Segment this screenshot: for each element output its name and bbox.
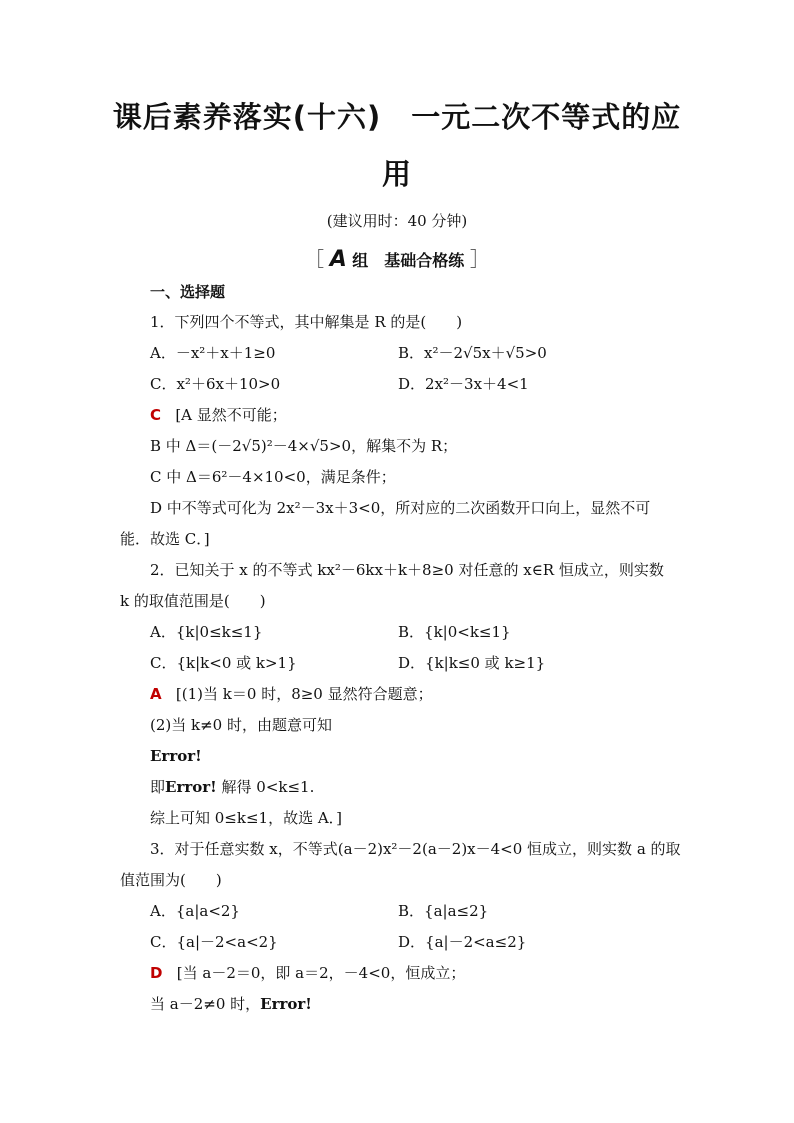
q2-explanation-5: 综上可知 0≤k≤1，故选 A．] xyxy=(150,809,343,827)
q2-answer-line xyxy=(150,684,433,704)
q2-explanation-2: (2)当 k≠0 时，由题意可知 xyxy=(150,716,332,734)
q3-explanation-1: [当 a－2＝0，即 a＝2，－4<0，恒成立； xyxy=(176,964,466,982)
q2-explanation-4c: 解得 0<k≤1. xyxy=(216,778,315,796)
q1-answer-line xyxy=(150,405,287,425)
q2-option-b: B．{k|0<k≤1} xyxy=(398,623,511,641)
q3-answer: D xyxy=(150,964,163,982)
q2-explanation-4b: Error! xyxy=(165,778,217,796)
q1-option-b: B．x²－2√5x＋√5>0 xyxy=(398,344,547,362)
q2-option-a: A．{k|0≤k≤1} xyxy=(150,623,263,641)
page-title-line2: 用 xyxy=(381,157,412,191)
q2-answer: A xyxy=(150,685,162,703)
q3-answer-line xyxy=(150,963,465,983)
q1-stem: 1．下列四个不等式，其中解集是 R 的是( ) xyxy=(150,313,463,331)
q2-stem-2: k 的取值范围是( ) xyxy=(120,592,266,610)
suggested-time: (建议用时：40 分钟) xyxy=(326,212,468,230)
page-title-line1: 课后素养落实(十六) 一元二次不等式的应 xyxy=(112,100,682,134)
q1-option-d: D．2x²－3x＋4<1 xyxy=(398,375,529,393)
q2-explanation-4 xyxy=(150,777,314,797)
q1-option-a: A．－x²＋x＋1≥0 xyxy=(150,344,276,362)
q3-option-d: D．{a|－2<a≤2} xyxy=(398,933,527,951)
group-bracket-open: ［ xyxy=(304,247,325,271)
q3-stem-2: 值范围为( ) xyxy=(120,871,222,889)
q2-explanation-1: [(1)当 k＝0 时，8≥0 显然符合题意； xyxy=(175,685,433,703)
q1-explanation-2: B 中 Δ＝(－2√5)²－4×√5>0，解集不为 R； xyxy=(150,437,458,455)
q2-option-d: D．{k|k≤0 或 k≥1} xyxy=(398,654,546,672)
group-label: 组 基础合格练 xyxy=(352,251,465,270)
group-letter: A xyxy=(329,247,347,272)
q3-option-b: B．{a|a≤2} xyxy=(398,902,489,920)
q3-explanation-2b: Error! xyxy=(260,995,312,1013)
q1-option-c: C．x²＋6x＋10>0 xyxy=(150,375,281,393)
q3-stem-1: 3．对于任意实数 x，不等式(a－2)x²－2(a－2)x－4<0 恒成立，则实数 a 的取 xyxy=(150,840,681,858)
q1-answer: C xyxy=(150,406,162,424)
group-bracket-close: ］ xyxy=(469,247,490,271)
q2-option-c: C．{k|k<0 或 k>1} xyxy=(150,654,297,672)
q1-explanation-3: C 中 Δ＝6²－4×10<0，满足条件； xyxy=(150,468,396,486)
q2-explanation-3: Error! xyxy=(150,747,202,765)
section-heading: 一、选择题 xyxy=(150,283,226,301)
q3-explanation-2a: 当 a－2≠0 时， xyxy=(150,995,261,1013)
q2-stem-1: 2．已知关于 x 的不等式 kx²－6kx＋k＋8≥0 对任意的 x∈R 恒成立，则实数 xyxy=(150,561,664,579)
q3-explanation-2 xyxy=(150,994,312,1014)
q1-explanation-4: D 中不等式可化为 2x²－3x＋3<0，所对应的二次函数开口向上，显然不可 xyxy=(150,499,651,517)
q2-explanation-4a: 即 xyxy=(150,778,166,796)
q3-option-c: C．{a|－2<a<2} xyxy=(150,933,278,951)
q3-option-a: A．{a|a<2} xyxy=(150,902,240,920)
q1-explanation-1: [A 显然不可能； xyxy=(175,406,287,424)
q1-explanation-5: 能．故选 C．] xyxy=(120,530,210,548)
group-heading xyxy=(0,243,794,272)
